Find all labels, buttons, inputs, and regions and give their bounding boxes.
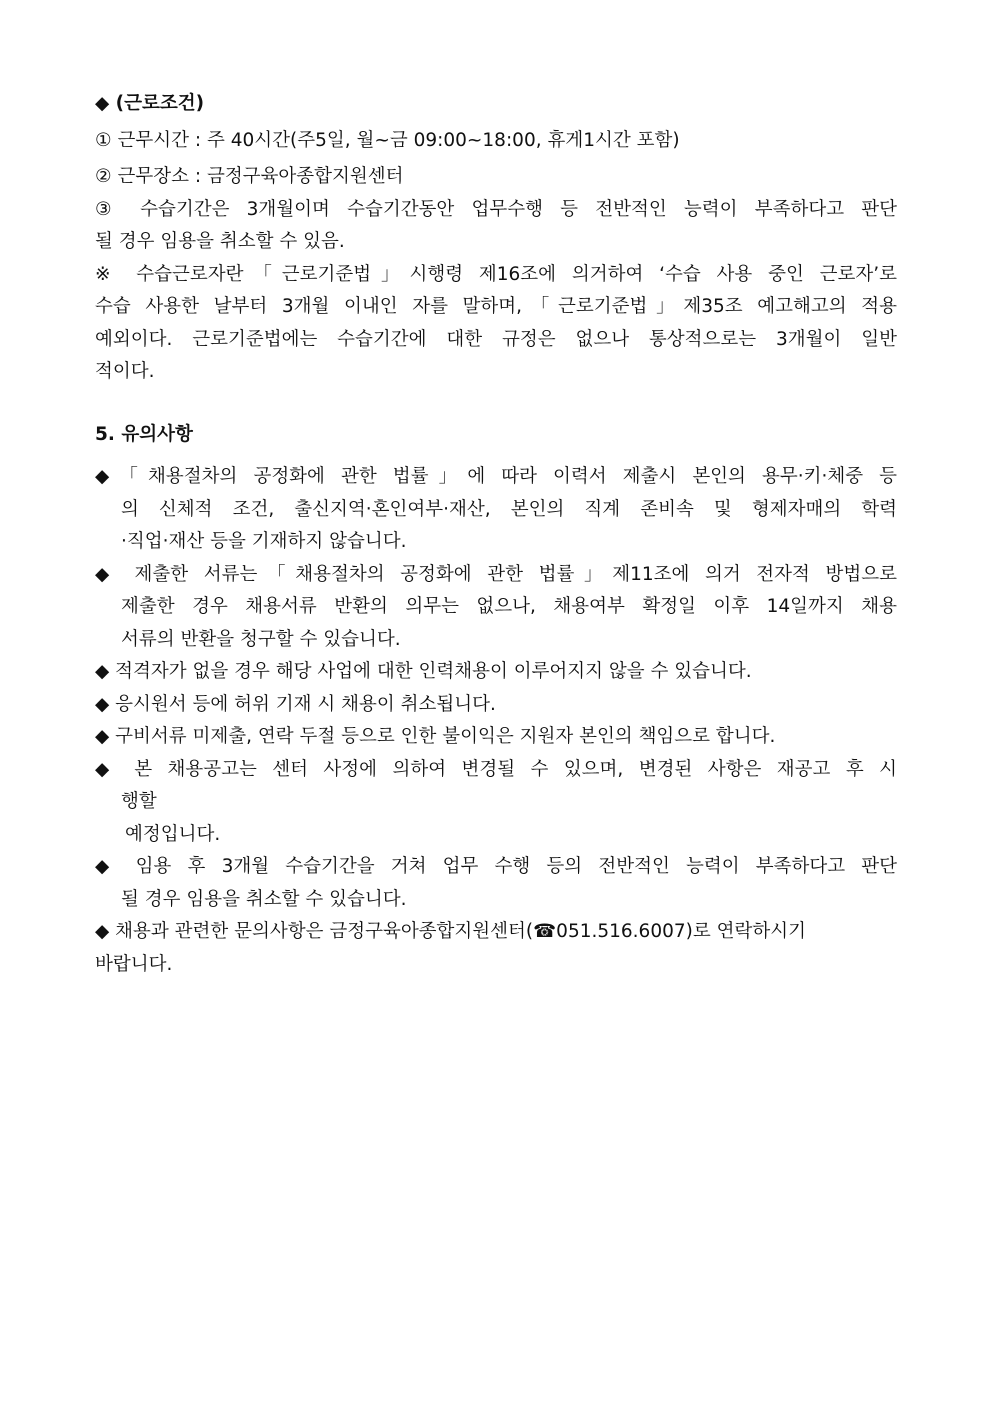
labor-conditions-heading: ◆ (근로조건)	[95, 93, 205, 114]
notices-section	[95, 419, 897, 982]
notice-7-line1: ◆ 임용 후 3개월 수습기간을 거쳐 업무 수행 등의 전반적인 능력이 부족하다고 판단	[95, 856, 897, 877]
probation-item-line2: 될 경우 임용을 취소할 수 있음.	[95, 231, 345, 252]
probation-note-line1: ※ 수습근로자란「근로기준법」시행령 제16조에 의거하여 ‘수습 사용 중인 근로자’로	[95, 263, 897, 285]
notice-2-line3: 서류의 반환을 청구할 수 있습니다.	[121, 628, 401, 650]
notice-6-line2: 행할	[121, 791, 157, 812]
notices-heading: 5. 유의사항	[95, 423, 193, 445]
notice-7-line2: 될 경우 임용을 취소할 수 있습니다.	[121, 888, 407, 910]
labor-conditions-section	[95, 88, 897, 389]
notice-8-line1: ◆ 채용과 관련한 문의사항은 금정구육아종합지원센터(☎051.516.6007)로 연락하시기	[95, 921, 806, 942]
probation-note-line4: 적이다.	[95, 361, 155, 382]
notice-5: ◆ 구비서류 미제출, 연락 두절 등으로 인한 불이익은 지원자 본인의 책임으로 합니다.	[95, 726, 776, 747]
notice-4: ◆ 응시원서 등에 허위 기재 시 채용이 취소됩니다.	[95, 693, 496, 715]
notice-1-line3: ·직업·재산 등을 기재하지 않습니다.	[121, 531, 407, 552]
notice-3: ◆ 적격자가 없을 경우 해당 사업에 대한 인력채용이 이루어지지 않을 수 있습니다.	[95, 661, 752, 682]
notice-2-line1: ◆ 제출한 서류는「채용절차의 공정화에 관한 법률」제11조에 의거 전자적 방법으로	[95, 563, 897, 585]
notice-8-line2: 바랍니다.	[95, 953, 173, 975]
probation-note-line3: 예외이다. 근로기준법에는 수습기간에 대한 규정은 없으나 통상적으로는 3개월이 일반	[95, 328, 897, 350]
notice-6-line1: ◆ 본 채용공고는 센터 사정에 의하여 변경될 수 있으며, 변경된 사항은 재공고 후 시	[95, 758, 897, 780]
document-body	[95, 88, 897, 981]
working-place-item: ② 근무장소 : 금정구육아종합지원센터	[95, 166, 404, 187]
probation-note-line2: 수습 사용한 날부터 3개월 이내인 자를 말하며,「근로기준법」제35조 예고해고의 적용	[95, 296, 897, 317]
notice-1-line1: ◆「채용절차의 공정화에 관한 법률」에 따라 이력서 제출시 본인의 용무·키·체중 등	[95, 466, 897, 487]
working-hours-item: ① 근무시간 : 주 40시간(주5일, 월~금 09:00~18:00, 휴게1시간 포함)	[95, 129, 680, 151]
probation-item-line1: ③ 수습기간은 3개월이며 수습기간동안 업무수행 등 전반적인 능력이 부족하다고 판단	[95, 198, 897, 220]
notice-1-line2: 의 신체적 조건, 출신지역·혼인여부·재산, 본인의 직계 존비속 및 형제자매의 학력	[121, 498, 897, 520]
notice-6-line3: 예정입니다.	[125, 823, 221, 845]
notice-2-line2: 제출한 경우 채용서류 반환의 의무는 없으나, 채용여부 확정일 이후 14일까지 채용	[121, 596, 897, 617]
